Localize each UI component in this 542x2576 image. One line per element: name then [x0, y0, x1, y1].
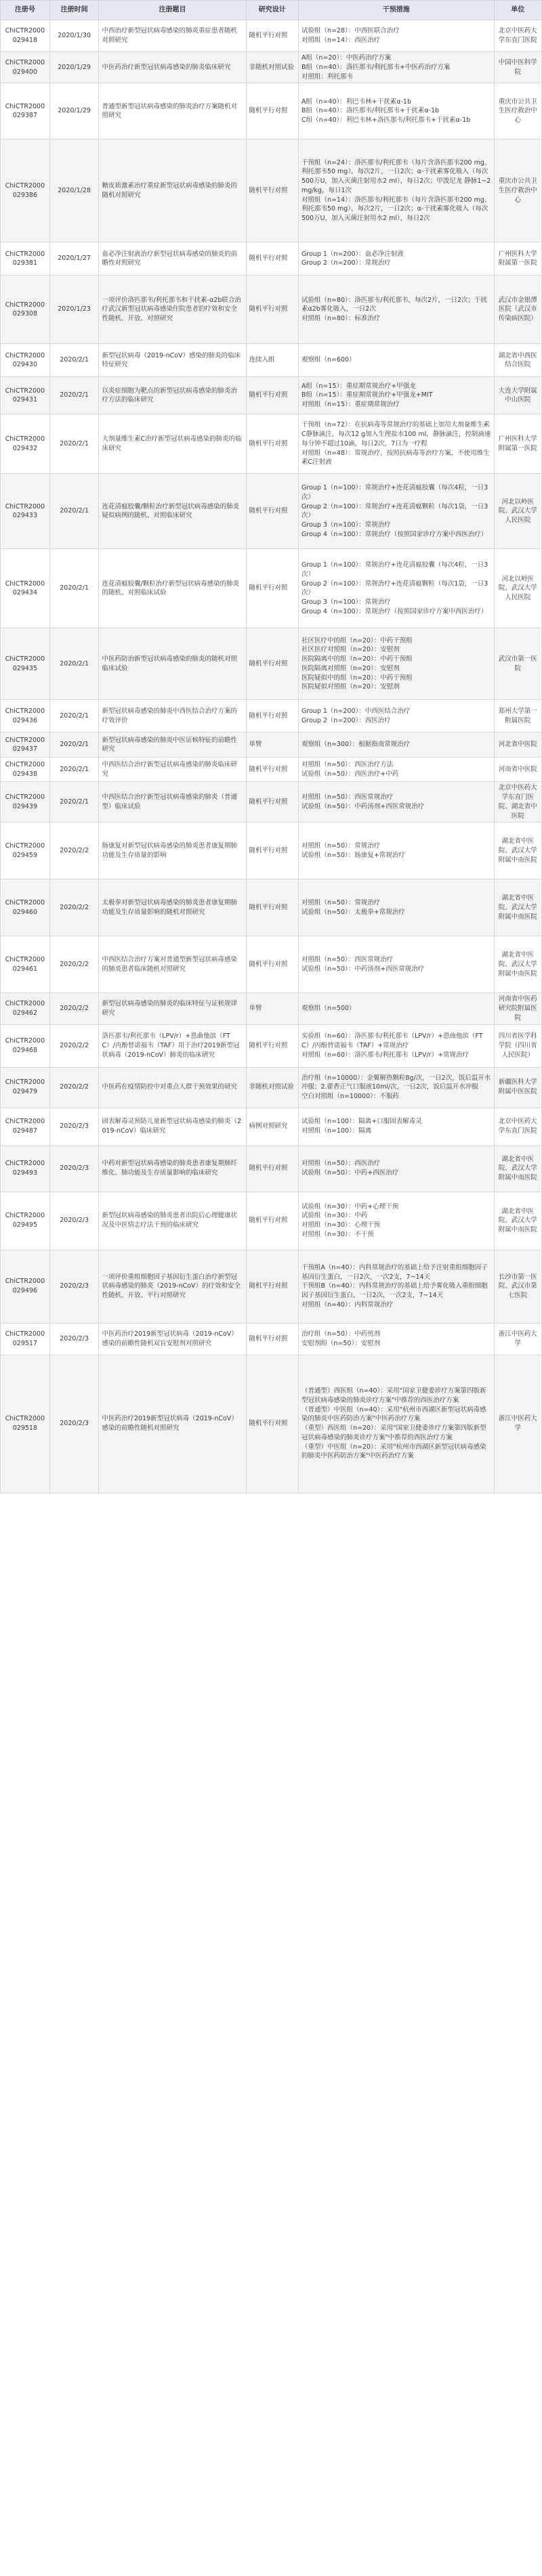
header-study-design: 研究设计 [246, 1, 298, 20]
interventions-cell [298, 936, 494, 993]
interventions-cell [298, 823, 494, 879]
institution-cell: 浙江中医药大学 [494, 1323, 541, 1355]
intervention-line: 对照组（n=15）：重症期常规治疗 [301, 401, 400, 409]
intervention-line: Group 2（n=100）：常规治疗+连花清瘟颗粒（每次1袋，一日3次） [301, 502, 488, 520]
registration-date-cell: 2020/1/29 [49, 52, 99, 83]
intervention-line: （普通型）西医组（n=40）：采用"国家卫健委诊疗方案第四版新型冠状病毒感染的肺炎诊疗方案"中推荐的西医治疗方案 [301, 1387, 486, 1404]
intervention-line: 观察组（n=500） [301, 1005, 356, 1013]
registration-title-cell: 中西医结合治疗新型冠状病毒感染的肺炎（普通型）临床试验 [99, 782, 246, 823]
interventions-cell [298, 139, 494, 242]
registration-title-cell: 新型冠状病毒感染的肺炎中医证候特征的前瞻性研究 [99, 733, 246, 758]
intervention-line: Group 1（n=200）：中西医结合治疗 [301, 707, 411, 716]
study-design-cell: 随机平行对照 [246, 242, 298, 276]
interventions-cell [298, 1108, 494, 1145]
header-institution: 单位 [494, 1, 541, 20]
study-design-cell: 随机平行对照 [246, 377, 298, 414]
institution-cell: 湖北省中医院、武汉大学附属中南医院 [494, 879, 541, 936]
interventions-cell [298, 52, 494, 83]
registration-number-cell: ChiCTR2000029381 [1, 242, 50, 276]
table-row [1, 1067, 542, 1108]
intervention-line: 治疗组（n=10000）：金翼解热颗粒8g/次，一日2次，饭后温开水冲服；2.藿香正气口服液10ml/次，一日2次，饭后温开水冲服 [301, 1074, 491, 1091]
intervention-line: 对照组（n=40）：内科常规治疗 [301, 1301, 394, 1309]
institution-cell: 武汉市第一医院 [494, 628, 541, 700]
registration-number-cell: ChiCTR2000029459 [1, 823, 50, 879]
intervention-line: 对照组（n=100）：隔离 [301, 1127, 372, 1135]
table-row [1, 758, 542, 782]
intervention-line: 干预组A（n=40）：内科常规治疗的基础上给予注射重组细胞因子基因衍生蛋白，一日2次，一次2支，7~14天 [301, 1263, 488, 1281]
registration-title-cell: 中药对新型冠状病毒感染的肺炎患者康复期肺纤维化、肺功能及生存质量影响的临床研究 [99, 1145, 246, 1192]
intervention-line: 试验组（n=30）：中药 [301, 1212, 368, 1220]
intervention-line: Group 1（n=200）：血必净注射液 [301, 250, 404, 258]
registration-date-cell: 2020/2/1 [49, 414, 99, 474]
institution-cell: 中国中医科学院 [494, 52, 541, 83]
registration-date-cell: 2020/2/3 [49, 1250, 99, 1323]
intervention-line: 干预组B（n=40）：内科常规治疗的基础上给予雾化吸入重组细胞因子基因衍生蛋白，一日2次，一次2支，7~14天 [301, 1282, 488, 1300]
registration-number-cell: ChiCTR2000029495 [1, 1192, 50, 1250]
table-row [1, 823, 542, 879]
interventions-cell [298, 83, 494, 139]
registration-title-cell: 连花清瘟胶囊/颗粒治疗新型冠状病毒感染的肺炎的随机、对照临床试验 [99, 549, 246, 628]
interventions-cell [298, 700, 494, 733]
registration-title-cell: 新型冠状病毒感染的肺炎患者出院后心理健康状况及中医情志疗法干预的临床研究 [99, 1192, 246, 1250]
intervention-line: 空白对照组（n=10000）：不服药 [301, 1093, 399, 1101]
registration-date-cell: 2020/2/2 [49, 823, 99, 879]
table-row [1, 1250, 542, 1323]
intervention-line: Group 1（n=100）：常规治疗+连花清瘟胶囊（每次4粒，一日3次） [301, 561, 488, 578]
registration-title-cell: 中医药治疗新型冠状病毒感染的肺炎临床研究 [99, 52, 246, 83]
table-row [1, 377, 542, 414]
intervention-line: 对照组（n=50）：西医常规治疗 [301, 793, 394, 802]
registration-date-cell: 2020/2/3 [49, 1323, 99, 1355]
institution-cell: 长沙市第一医院、武汉市第七医院 [494, 1250, 541, 1323]
intervention-line: 安慰剂组（n=50）：安慰剂 [301, 1339, 381, 1347]
institution-cell: 四川省医学科学院（四川省人民医院） [494, 1024, 541, 1067]
study-design-cell: 非随机对照试验 [246, 1067, 298, 1108]
header-registration-date: 注册时间 [49, 1, 99, 20]
study-design-cell: 随机平行对照 [246, 549, 298, 628]
intervention-line: Group 1（n=100）：常规治疗+连花清瘟胶囊（每次4粒，一日3次） [301, 484, 488, 501]
interventions-cell [298, 242, 494, 276]
intervention-line: （普通型）中医组（n=40）：采用"杭州市西湖区新型冠状病毒感染的肺炎中医药防治方案"中医药治疗方案 [301, 1405, 486, 1423]
study-design-cell: 随机平行对照 [246, 782, 298, 823]
registration-title-cell: 一项评价重组细胞因子基因衍生蛋白治疗新型冠状病毒感染的肺炎（2019-nCoV）的疗效和安全性随机、开放、平行对照研究 [99, 1250, 246, 1323]
interventions-cell [298, 1192, 494, 1250]
intervention-line: 对照组（n=50）：西医治疗方法 [301, 761, 394, 769]
intervention-line: 试验组（n=50）：中药+西医治疗 [301, 1169, 399, 1177]
intervention-line: 试验组（n=30）：中药+心理干预 [301, 1202, 399, 1210]
institution-cell: 河南省中医药研究院附属医院 [494, 993, 541, 1024]
registration-number-cell: ChiCTR2000029418 [1, 20, 50, 52]
intervention-line: 医院隔离中的组（n=20）：中药干预组 [301, 655, 413, 663]
intervention-line: A组（n=15）：重症期常规治疗+甲强龙 [301, 382, 416, 390]
registration-number-cell: ChiCTR2000029432 [1, 414, 50, 474]
interventions-cell [298, 993, 494, 1024]
intervention-line: 试验组（n=50）：肠康复+常规治疗 [301, 851, 405, 859]
institution-cell: 北京中医药大学东直门医院、湖北省中医院 [494, 782, 541, 823]
table-row [1, 936, 542, 993]
study-design-cell: 连续入组 [246, 344, 298, 377]
registration-title-cell: 普通型新型冠状病毒感染的肺炎治疗方案随机对照研究 [99, 83, 246, 139]
registration-date-cell: 2020/2/1 [49, 549, 99, 628]
table-row [1, 414, 542, 474]
registration-number-cell: ChiCTR2000029462 [1, 993, 50, 1024]
study-design-cell: 随机平行对照 [246, 628, 298, 700]
study-design-cell: 随机平行对照 [246, 83, 298, 139]
intervention-line: 对照组（n=14）：西医治疗 [301, 37, 381, 44]
registration-title-cell: 中西治疗新型冠状病毒感染的肺炎重症患者随机对照研究 [99, 20, 246, 52]
intervention-line: 医院疑似对照组（n=20）：安慰剂 [301, 683, 400, 691]
table-row [1, 242, 542, 276]
intervention-line: Group 4（n=100）：常规治疗（按照国家诊疗方案中西医治疗） [301, 607, 488, 615]
table-row [1, 52, 542, 83]
institution-cell: 湖北省中医院、武汉大学附属中南医院 [494, 1145, 541, 1192]
registration-title-cell: 固表解毒灵预防儿童新型冠状病毒感染的肺炎（2019-nCoV）临床研究 [99, 1108, 246, 1145]
registration-title-cell: 糖皮质激素治疗重症新型冠状病毒感染的肺炎的随机对照研究 [99, 139, 246, 242]
intervention-line: 对照组（n=50）：常规治疗 [301, 842, 381, 850]
table-row [1, 276, 542, 344]
table-row [1, 83, 542, 139]
intervention-line: 观察组（n=300）：根据指南常规治疗 [301, 741, 411, 749]
institution-cell: 湖北省中医院、武汉大学附属中南医院 [494, 823, 541, 879]
study-design-cell: 随机平行对照 [246, 1024, 298, 1067]
study-design-cell: 随机平行对照 [246, 139, 298, 242]
institution-cell: 河北以岭医院、武汉大学人民医院 [494, 474, 541, 549]
intervention-line: 试验组（n=100）：隔离+口服固表解毒灵 [301, 1118, 422, 1126]
registration-title-cell: 连花清瘟胶囊/颗粒治疗新型冠状病毒感染的肺炎疑似病例的随机、对照临床研究 [99, 474, 246, 549]
table-row [1, 1355, 542, 1493]
registration-date-cell: 2020/2/2 [49, 936, 99, 993]
registration-title-cell: 中医药在疫情防控中对重点人群干预效果的研究 [99, 1067, 246, 1108]
registration-date-cell: 2020/2/1 [49, 628, 99, 700]
intervention-line: 治疗组（n=50）：中药煎剂 [301, 1330, 381, 1338]
intervention-line: （重型）中医组（n=20）：采用"杭州市西湖区新型冠状病毒感染的肺炎中医药防治方案"中医药治疗方案 [301, 1443, 486, 1460]
registration-title-cell: 中西医结合治疗新型冠状病毒感染的肺炎临床研究 [99, 758, 246, 782]
registration-number-cell: ChiCTR2000029386 [1, 139, 50, 242]
study-design-cell: 随机平行对照 [246, 879, 298, 936]
table-row [1, 1145, 542, 1192]
registration-date-cell: 2020/2/3 [49, 1145, 99, 1192]
institution-cell: 重庆市公共卫生医疗救治中心 [494, 83, 541, 139]
intervention-line: 实验组（n=60）：洛匹那韦/利托那韦（LPV/r）+恩曲他滨（FTC）/丙酚替诺福韦（TAF）+常规治疗 [301, 1032, 483, 1049]
registration-number-cell: ChiCTR2000029431 [1, 377, 50, 414]
study-design-cell: 随机平行对照 [246, 276, 298, 344]
registration-title-cell: 血必净注射液治疗新型冠状病毒感染的肺炎的前瞻性对照研究 [99, 242, 246, 276]
registration-number-cell: ChiCTR2000029487 [1, 1108, 50, 1145]
intervention-line: 对照组（n=30）：心理干预 [301, 1221, 381, 1229]
study-design-cell: 单臂 [246, 993, 298, 1024]
registration-date-cell: 2020/2/1 [49, 344, 99, 377]
table-row [1, 139, 542, 242]
table-row [1, 549, 542, 628]
registration-title-cell: 中西医结合治疗方案对普通型新型冠状病毒感染的肺炎患者临床随机对照研究 [99, 936, 246, 993]
study-design-cell: 随机平行对照 [246, 474, 298, 549]
study-design-cell: 随机平行对照 [246, 1355, 298, 1493]
registration-title-cell: 肠康复对新型冠状病毒感染的肺炎患者康复期肺功能及生存质量的影响 [99, 823, 246, 879]
interventions-cell [298, 1355, 494, 1493]
registration-title-cell: 中医药治疗2019新型冠状病毒（2019-nCoV）感染的前瞻性随机对照研究 [99, 1355, 246, 1493]
intervention-line: Group 2（n=200）：西医治疗 [301, 716, 391, 724]
intervention-line: 社区医疗对照组（n=20）：安慰剂 [301, 646, 400, 654]
intervention-line: Group 2（n=200）：常规治疗 [301, 259, 391, 267]
registration-number-cell: ChiCTR2000029308 [1, 276, 50, 344]
study-design-cell: 随机平行对照 [246, 20, 298, 52]
interventions-cell [298, 1067, 494, 1108]
registration-number-cell: ChiCTR2000029439 [1, 782, 50, 823]
registration-title-cell: 洛匹那韦/利托那韦（LPV/r）+恩曲他滨（FTC）/丙酚替诺福韦（TAF）用于治疗2019新型冠状病毒（2019-nCoV）肺炎的临床研究 [99, 1024, 246, 1067]
table-row [1, 20, 542, 52]
registration-date-cell: 2020/2/2 [49, 993, 99, 1024]
registration-date-cell: 2020/1/29 [49, 83, 99, 139]
study-design-cell: 随机平行对照 [246, 758, 298, 782]
registration-title-cell: 一项评价洛匹那韦/利托那韦和干扰素-α2b联合治疗武汉新型冠状病毒感染住院患者的疗效和安全性随机、开放、对照研究 [99, 276, 246, 344]
header-registration-title: 注册题目 [99, 1, 246, 20]
registration-date-cell: 2020/2/3 [49, 1355, 99, 1493]
interventions-cell [298, 1323, 494, 1355]
intervention-line: 对照组（n=60）：洛匹那韦/利托那韦（LPV/r）+常规治疗 [301, 1051, 470, 1059]
intervention-line: 对照组（n=50）：常规治疗 [301, 899, 381, 907]
interventions-cell [298, 879, 494, 936]
registration-date-cell: 2020/2/3 [49, 1192, 99, 1250]
study-design-cell: 随机平行对照 [246, 414, 298, 474]
intervention-line: 社区医疗中的组（n=20）：中药干预组 [301, 636, 413, 645]
intervention-line: 对照组（n=14）：洛匹那韦/利托那韦（每片含洛匹那韦200 mg、利托那韦50 mg），每次2片，一日2次；α-干扰素雾化吸入（每次500万U，加入灭菌注射用水2 ml），每日2次 [301, 196, 491, 223]
interventions-cell [298, 20, 494, 52]
intervention-line: 对照组：利托那韦 [301, 72, 353, 81]
registration-number-cell: ChiCTR2000029430 [1, 344, 50, 377]
registration-date-cell: 2020/2/2 [49, 1067, 99, 1108]
table-row [1, 1108, 542, 1145]
institution-cell: 广州医科大学附属第一医院 [494, 242, 541, 276]
table-row [1, 474, 542, 549]
registration-title-cell: 中医药治疗2019新型冠状病毒（2019-nCoV）感染的前瞻性随机双盲安慰剂对照研究 [99, 1323, 246, 1355]
intervention-line: 对照组（n=50）：西医治疗 [301, 1160, 381, 1168]
intervention-line: A组（n=20）：中医药治疗方案 [301, 54, 392, 62]
institution-cell: 湖北省中西医结合医院 [494, 344, 541, 377]
registration-title-cell: 太极拳对新型冠状病毒感染的肺炎患者康复期肺功能及生存质量影响的随机对照研究 [99, 879, 246, 936]
table-row [1, 879, 542, 936]
institution-cell: 大连大学附属中山医院 [494, 377, 541, 414]
registration-date-cell: 2020/1/30 [49, 20, 99, 52]
institution-cell: 河北省中医院 [494, 733, 541, 758]
table-row [1, 700, 542, 733]
registration-number-cell: ChiCTR2000029460 [1, 879, 50, 936]
registration-number-cell: ChiCTR2000029496 [1, 1250, 50, 1323]
study-design-cell: 随机平行对照 [246, 700, 298, 733]
registration-number-cell: ChiCTR2000029461 [1, 936, 50, 993]
registration-number-cell: ChiCTR2000029387 [1, 83, 50, 139]
intervention-line: 试验组（n=50）：中药汤剂+西医常规治疗 [301, 965, 425, 973]
intervention-line: Group 3（n=100）：常规治疗 [301, 521, 391, 529]
intervention-line: B组（n=40）：洛匹那韦/利托那韦+中医药治疗方案 [301, 63, 451, 71]
registration-number-cell: ChiCTR2000029518 [1, 1355, 50, 1493]
study-design-cell: 单臂 [246, 733, 298, 758]
registration-title-cell: 大剂量维生素C治疗新型冠状病毒感染的肺炎的临床研究 [99, 414, 246, 474]
registration-title-cell: 新型冠状病毒感染的肺炎中西医结合治疗方案的疗效评价 [99, 700, 246, 733]
institution-cell: 郑州大学第一附属医院 [494, 700, 541, 733]
interventions-cell [298, 782, 494, 823]
intervention-line: 试验组（n=50）：中药汤剂+西医常规治疗 [301, 802, 425, 810]
registration-number-cell: ChiCTR2000029433 [1, 474, 50, 549]
institution-cell: 新疆医科大学附属中医医院 [494, 1067, 541, 1108]
study-design-cell: 病例对照研究 [246, 1108, 298, 1145]
registration-date-cell: 2020/2/1 [49, 474, 99, 549]
interventions-cell [298, 377, 494, 414]
institution-cell: 浙江中医药大学 [494, 1355, 541, 1493]
registration-title-cell: 新型冠状病毒感染的肺炎的临床特征与证候规律研究 [99, 993, 246, 1024]
intervention-line: B组（n=40）：洛匹那韦/利托那韦+干扰素α-1b [301, 107, 440, 115]
intervention-line: 对照组（n=30）：不干预 [301, 1230, 374, 1238]
interventions-cell [298, 628, 494, 700]
registration-number-cell: ChiCTR2000029438 [1, 758, 50, 782]
registration-number-cell: ChiCTR2000029468 [1, 1024, 50, 1067]
interventions-cell [298, 758, 494, 782]
table-row [1, 1323, 542, 1355]
intervention-line: 试验组（n=80）：洛匹那韦/利托那韦，每次2片，一日2次；干扰素α2b雾化吸入，一日2次 [301, 296, 488, 313]
intervention-line: A组（n=40）：利巴韦林+干扰素α-1b [301, 97, 411, 106]
intervention-line: 对照组（n=50）：西医常规治疗 [301, 956, 394, 964]
interventions-cell [298, 474, 494, 549]
interventions-cell [298, 733, 494, 758]
intervention-line: 试验组（n=28）：中西医联合治疗 [301, 27, 400, 35]
institution-cell: 河北以岭医院、武汉大学人民医院 [494, 549, 541, 628]
institution-cell: 河南省中医院 [494, 758, 541, 782]
header-interventions: 干预措施 [298, 1, 494, 20]
intervention-line: 医院隔离对照组（n=20）：安慰剂 [301, 664, 400, 672]
intervention-line: 试验组（n=50）：西医治疗+中药 [301, 770, 399, 778]
intervention-line: B组（n=15）：重症期常规治疗+甲强龙+MIT [301, 391, 433, 399]
interventions-cell [298, 549, 494, 628]
study-design-cell: 随机平行对照 [246, 1323, 298, 1355]
institution-cell: 武汉市金银潭医院（武汉市传染病医院） [494, 276, 541, 344]
registration-date-cell: 2020/1/28 [49, 139, 99, 242]
registration-number-cell: ChiCTR2000029517 [1, 1323, 50, 1355]
table-row [1, 733, 542, 758]
interventions-cell [298, 1024, 494, 1067]
table-row [1, 782, 542, 823]
intervention-line: Group 2（n=100）：常规治疗+连花清瘟颗粒（每次1袋，一日3次） [301, 580, 488, 597]
interventions-cell [298, 1145, 494, 1192]
registration-date-cell: 2020/2/1 [49, 733, 99, 758]
registration-date-cell: 2020/1/23 [49, 276, 99, 344]
table-row [1, 628, 542, 700]
intervention-line: C组（n=40）：利巴韦林+洛匹那韦/利托那韦+干扰素α-1b [301, 116, 471, 125]
table-header-row [1, 1, 542, 20]
registration-number-cell: ChiCTR2000029479 [1, 1067, 50, 1108]
institution-cell: 湖北省中医院、武汉大学附属中南医院 [494, 1192, 541, 1250]
registration-number-cell: ChiCTR2000029434 [1, 549, 50, 628]
institution-cell: 北京中医药大学东直门医院 [494, 20, 541, 52]
registration-number-cell: ChiCTR2000029493 [1, 1145, 50, 1192]
registration-date-cell: 2020/2/1 [49, 700, 99, 733]
registration-date-cell: 2020/2/1 [49, 782, 99, 823]
study-design-cell: 非随机对照试验 [246, 52, 298, 83]
intervention-line: 干预组（n=24）：洛匹那韦/利托那韦（每片含洛匹那韦200 mg、利托那韦50 mg），每次2片，一日2次；α-干扰素雾化吸入（每次500万U，加入灭菌注射用水2 ml），每日2次；甲泼尼龙 静脉1~2mg/kg，每日1次 [301, 158, 491, 194]
registration-number-cell: ChiCTR2000029436 [1, 700, 50, 733]
table-row [1, 1024, 542, 1067]
registration-number-cell: ChiCTR2000029400 [1, 52, 50, 83]
intervention-line: Group 4（n=100）：常规治疗（按照国家诊疗方案中西医治疗） [301, 530, 488, 538]
registration-number-cell: ChiCTR2000029435 [1, 628, 50, 700]
table-body [1, 20, 542, 1493]
header-registration-number: 注册号 [1, 1, 50, 20]
table-row [1, 344, 542, 377]
study-design-cell: 随机平行对照 [246, 1250, 298, 1323]
intervention-line: 干预组（n=72）：在抗病毒等常规治疗的基础上加用大剂量维生素C静脉滴注，每次12 g加入生理盐水100 ml，静脉滴注，控制滴速每分钟不超过10滴，每日2次，7日为一疗程 [301, 421, 491, 447]
interventions-cell [298, 276, 494, 344]
study-design-cell: 随机平行对照 [246, 936, 298, 993]
institution-cell: 广州医科大学附属第一医院 [494, 414, 541, 474]
registration-date-cell: 2020/2/2 [49, 879, 99, 936]
study-design-cell: 随机平行对照 [246, 1145, 298, 1192]
study-design-cell: 随机平行对照 [246, 823, 298, 879]
table-row [1, 993, 542, 1024]
intervention-line: 观察组（n=600） [301, 356, 356, 364]
registration-date-cell: 2020/2/3 [49, 1108, 99, 1145]
registration-date-cell: 2020/2/1 [49, 377, 99, 414]
interventions-cell [298, 1250, 494, 1323]
table-row [1, 1192, 542, 1250]
registration-date-cell: 2020/2/1 [49, 758, 99, 782]
registration-date-cell: 2020/1/27 [49, 242, 99, 276]
intervention-line: 试验组（n=50）：太极拳+常规治疗 [301, 908, 405, 916]
interventions-cell [298, 344, 494, 377]
registration-date-cell: 2020/2/2 [49, 1024, 99, 1067]
intervention-line: 对照组（n=48）：常规治疗，按照抗病毒等治疗方案，不使用维生素C注射液 [301, 449, 490, 466]
intervention-line: 对照组（n=80）：标准治疗 [301, 315, 381, 323]
registration-number-cell: ChiCTR2000029437 [1, 733, 50, 758]
study-design-cell: 随机平行对照 [246, 1192, 298, 1250]
registration-title-cell: 以炎症细胞为靶点的新型冠状病毒感染的肺炎治疗方法的临床研究 [99, 377, 246, 414]
registration-title-cell: 中医药防治新型冠状病毒感染的肺炎的随机对照临床试验 [99, 628, 246, 700]
intervention-line: Group 3（n=100）：常规治疗 [301, 598, 391, 607]
registration-title-cell: 新型冠状病毒（2019-nCoV）感染的肺炎的临床特征研究 [99, 344, 246, 377]
intervention-line: 医院疑似中的组（n=20）：中药干预组 [301, 674, 413, 682]
institution-cell: 湖北省中医院、武汉大学附属中南医院 [494, 936, 541, 993]
institution-cell: 北京中医药大学东直门医院 [494, 1108, 541, 1145]
interventions-cell [298, 414, 494, 474]
institution-cell: 重庆市公共卫生医疗救治中心 [494, 139, 541, 242]
intervention-line: （重型）西医组（n=20）：采用"国家卫健委诊疗方案第四版新型冠状病毒感染的肺炎诊疗方案"中推荐的西医治疗方案 [301, 1424, 486, 1441]
